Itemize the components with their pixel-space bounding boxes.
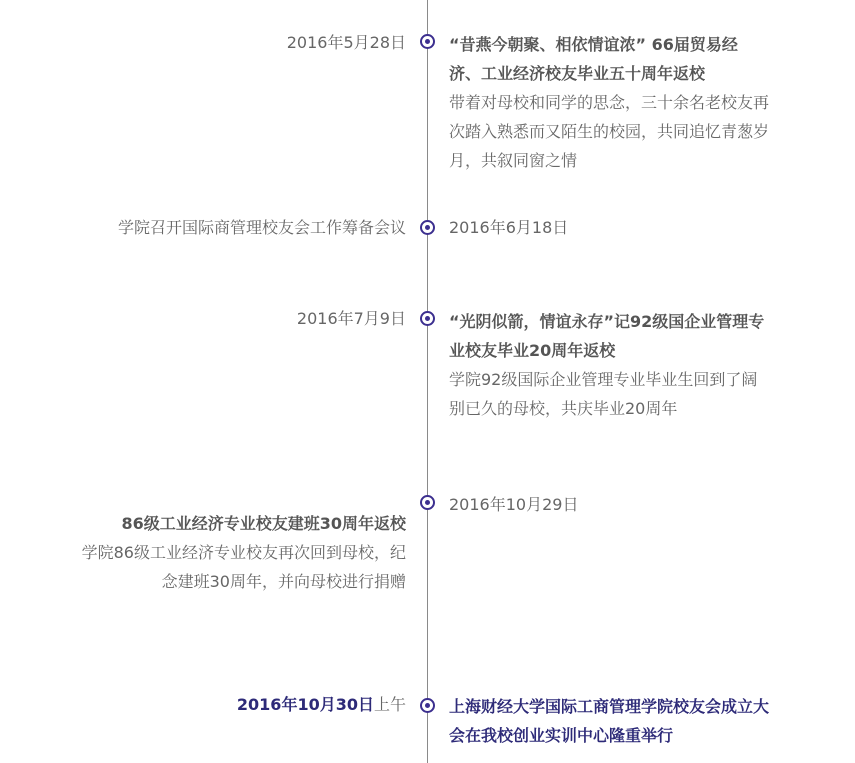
event-5-date-block	[76, 691, 406, 719]
event-2-title[interactable]: 学院召开国际商管理校友会工作筹备会议	[117, 218, 406, 237]
event-1-date-block	[76, 29, 406, 57]
event-1-title[interactable]: “昔燕今朝聚、相依情谊浓” 66届贸易经济、工业经济校友毕业五十周年返校	[449, 35, 738, 83]
timeline-axis-line	[427, 0, 428, 763]
event-2-date: 2016年6月18日	[449, 218, 569, 237]
timeline-dot-icon	[420, 495, 435, 510]
event-3-description: 学院92级国际企业管理专业毕业生回到了阔别已久的母校，共庆毕业20周年	[449, 370, 758, 418]
event-5-content	[449, 692, 769, 750]
event-1-date: 2016年5月28日	[286, 33, 406, 52]
event-1-content	[449, 30, 769, 175]
event-5-date: 2016年10月30日	[236, 695, 374, 714]
event-4-date: 2016年10月29日	[449, 495, 579, 514]
event-4-content	[76, 509, 406, 596]
event-4-description: 学院86级工业经济专业校友再次回到母校，纪念建班30周年，并向母校进行捐赠	[81, 543, 406, 591]
timeline-dot-icon	[420, 34, 435, 49]
timeline-dot-icon	[420, 311, 435, 326]
event-2-title-block	[76, 214, 406, 242]
event-2-date-block	[449, 214, 769, 242]
event-3-title[interactable]: “光阴似箭，情谊永存”记92级国企业管理专业校友毕业20周年返校	[449, 312, 765, 360]
event-3-date-block	[76, 305, 406, 333]
event-4-title[interactable]: 86级工业经济专业校友建班30周年返校	[121, 514, 406, 533]
event-5-date-line	[76, 691, 406, 719]
event-4-date-block	[449, 491, 769, 519]
timeline-dot-icon	[420, 698, 435, 713]
event-1-description: 带着对母校和同学的思念，三十余名老校友再次踏入熟悉而又陌生的校园，共同追忆青葱岁月，共叙同窗之情	[449, 93, 770, 170]
event-5-title[interactable]: 上海财经大学国际工商管理学院校友会成立大会在我校创业实训中心隆重举行	[449, 697, 770, 745]
event-5-date-suffix: 上午	[373, 695, 406, 714]
timeline-dot-icon	[420, 220, 435, 235]
event-3-content	[449, 307, 769, 423]
event-3-date: 2016年7月9日	[296, 309, 406, 328]
